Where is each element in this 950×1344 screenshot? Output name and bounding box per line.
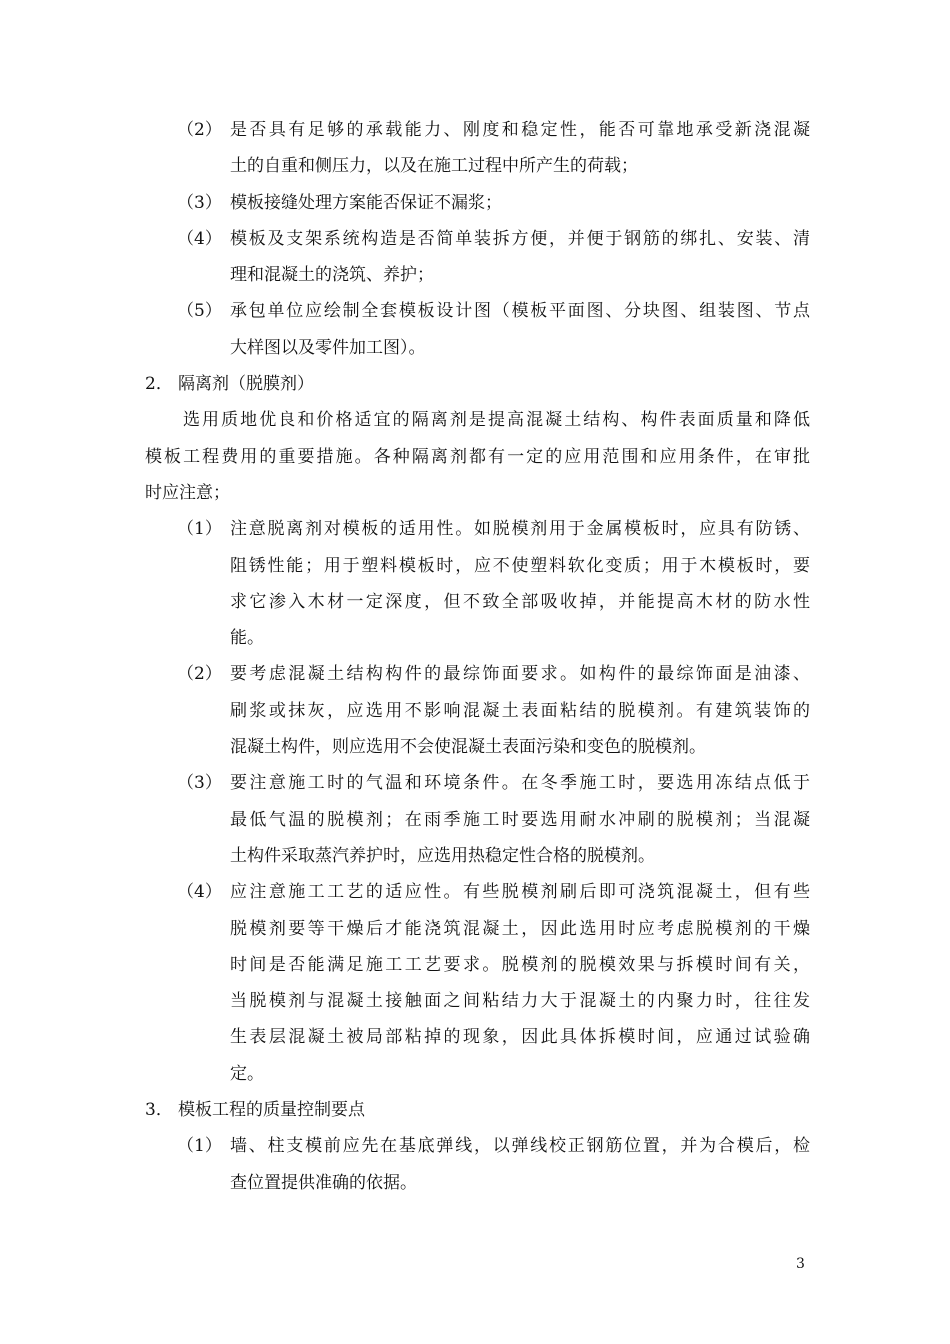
item-text-line: 查位置提供准确的依据。: [230, 1172, 417, 1193]
item-text-line: 土构件采取蒸汽养护时，应选用热稳定性合格的脱模剂。: [230, 845, 655, 866]
item-text-line: 理和混凝土的浇筑、养护；: [230, 265, 434, 286]
list-item: [145, 765, 810, 874]
item-text-line: 混凝土构件，则应选用不会使混凝土表面污染和变色的脱模剂。: [230, 737, 706, 758]
item-text-line: 要考虑混凝土结构构件的最综饰面要求。如构件的最综饰面是油漆、: [230, 664, 810, 685]
item-number: （3）: [177, 773, 222, 794]
item-list-c: [145, 1128, 810, 1201]
list-item: [145, 874, 810, 1092]
item-text-line: 阻锈性能；用于塑料模板时，应不使塑料软化变质；用于木模板时，要: [230, 555, 810, 576]
section-number: 2．: [145, 374, 173, 395]
item-text-line: 求它渗入木材一定深度，但不致全部吸收掉，并能提高木材的防水性: [230, 591, 810, 612]
section-heading-2: [145, 366, 810, 402]
list-item: [145, 112, 810, 185]
item-text-line: 能。: [230, 628, 264, 649]
item-text-line: 应注意施工工艺的适应性。有些脱模剂刷后即可浇筑混凝土，但有些: [230, 882, 810, 903]
item-number: （2）: [177, 664, 222, 685]
item-text-line: 墙、柱支模前应先在基底弹线，以弹线校正钢筋位置，并为合模后，检: [230, 1136, 810, 1157]
section-title: 隔离剂（脱膜剂）: [178, 374, 314, 395]
list-item: [145, 1128, 810, 1201]
section-title: 模板工程的质量控制要点: [178, 1100, 365, 1121]
paragraph-line: 选用质地优良和价格适宜的隔离剂是提高混凝土结构、构件表面质量和降低: [183, 410, 810, 431]
item-text-line: 最低气温的脱模剂；在雨季施工时要选用耐水冲刷的脱模剂；当混凝: [230, 809, 810, 830]
section-number: 3．: [145, 1100, 173, 1121]
list-item: [145, 293, 810, 366]
item-list-a: [145, 112, 810, 366]
paragraph-line: 模板工程费用的重要措施。各种隔离剂都有一定的应用范围和应用条件，在审批: [145, 446, 810, 467]
item-number: （3）: [177, 192, 222, 213]
item-text-line: 当脱模剂与混凝土接触面之间粘结力大于混凝土的内聚力时，往往发: [230, 991, 810, 1012]
item-text-line: 注意脱离剂对模板的适用性。如脱模剂用于金属模板时，应具有防锈、: [230, 519, 810, 540]
list-item: [145, 221, 810, 294]
intro-paragraph: [145, 402, 810, 511]
item-number: （1）: [177, 1136, 222, 1157]
list-item: [145, 185, 810, 221]
page-content: [145, 112, 810, 1201]
item-number: （2）: [177, 120, 222, 140]
item-text-line: 要注意施工时的气温和环境条件。在冬季施工时，要选用冻结点低于: [230, 773, 810, 794]
item-text-line: 模板及支架系统构造是否简单装拆方便，并便于钢筋的绑扎、安装、清: [230, 228, 810, 249]
item-text-line: 时间是否能满足施工工艺要求。脱模剂的脱模效果与拆模时间有关，: [230, 954, 810, 975]
item-number: （1）: [177, 519, 222, 540]
list-item: [145, 511, 810, 656]
item-number: （4）: [177, 228, 222, 249]
item-text-line: 大样图以及零件加工图）。: [230, 337, 426, 358]
item-list-b: [145, 511, 810, 1092]
item-text-line: 模板接缝处理方案能否保证不漏浆；: [230, 192, 502, 213]
list-item: [145, 656, 810, 765]
item-text-line: 生表层混凝土被局部粘掉的现象，因此具体拆模时间，应通过试验确: [230, 1027, 810, 1048]
item-text-line: 刷浆或抹灰，应选用不影响混凝土表面粘结的脱模剂。有建筑装饰的: [230, 700, 810, 721]
item-text-line: 承包单位应绘制全套模板设计图（模板平面图、分块图、组装图、节点: [230, 301, 810, 322]
item-text-line: 是否具有足够的承载能力、刚度和稳定性，能否可靠地承受新浇混凝: [230, 120, 810, 140]
item-text-line: 定。: [230, 1063, 264, 1084]
item-text-line: 土的自重和侧压力，以及在施工过程中所产生的荷载；: [230, 156, 638, 177]
item-number: （5）: [177, 301, 222, 322]
paragraph-line: 时应注意；: [145, 482, 230, 503]
section-heading-3: [145, 1092, 810, 1128]
item-number: （4）: [177, 882, 222, 903]
item-text-line: 脱模剂要等干燥后才能浇筑混凝土，因此选用时应考虑脱模剂的干燥: [230, 918, 810, 939]
page-number: 3: [796, 1256, 805, 1272]
